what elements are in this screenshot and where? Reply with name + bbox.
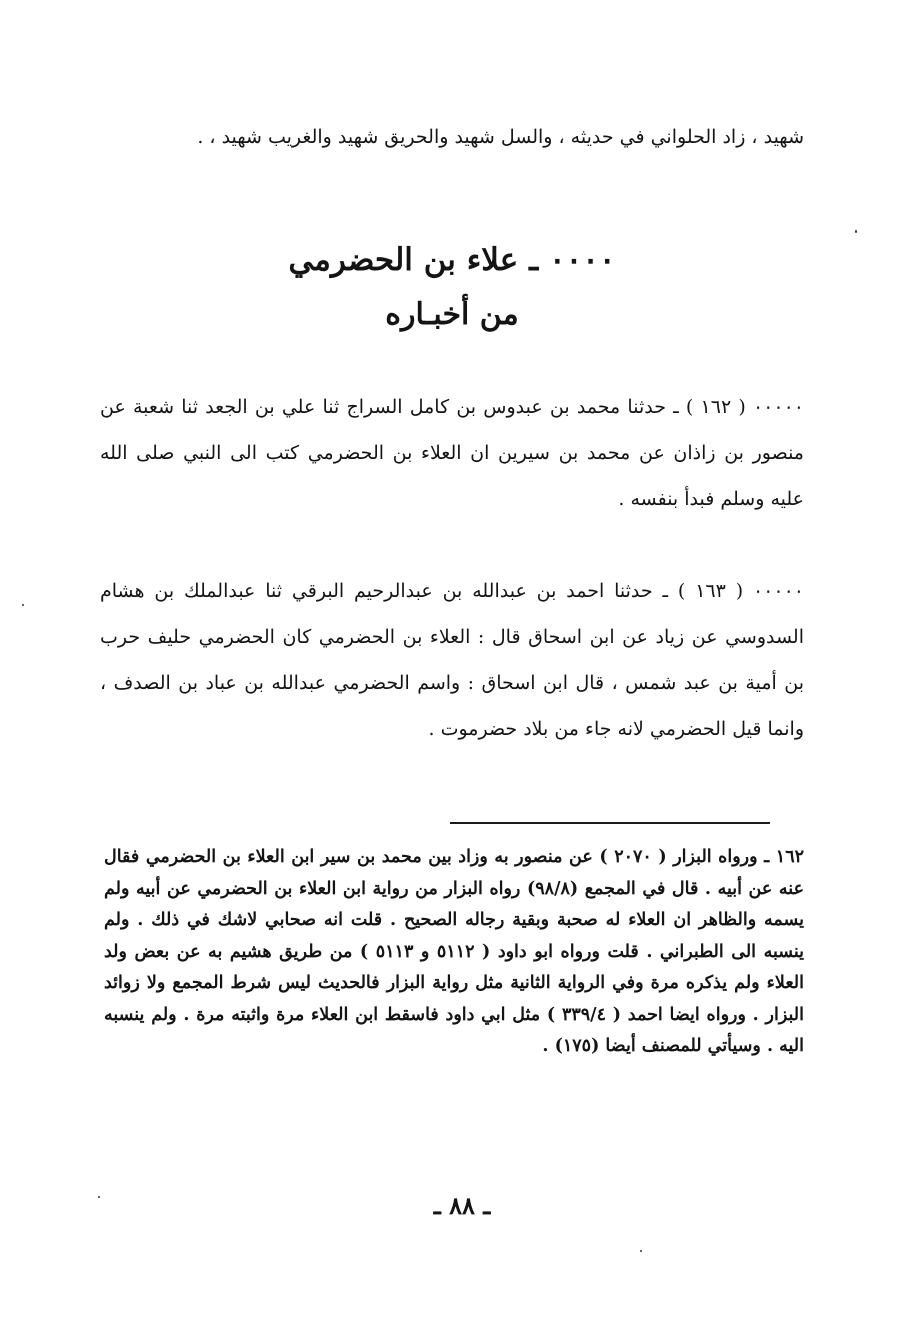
scan-speck [640,1250,642,1252]
scan-speck [98,1196,100,1198]
scan-speck [22,604,24,606]
hadith-paragraph-162: ٠٠٠٠٠ ( ١٦٢ ) ـ حدثنا محمد بن عبدوس بن كامل السراج ثنا علي بن الجعد ثنا شعبة عن منصور بن زاذان عن محمد بن سيرين ان العلاء بن الحضرمي كتب الى النبي صلى الله عليه وسلم فبدأ بنفسه . [100,396,804,510]
page-number: ـ ٨٨ ـ [433,1191,491,1220]
hadith-paragraph-163: ٠٠٠٠٠ ( ١٦٣ ) ـ حدثنا احمد بن عبدالله بن عبدالرحيم البرقي ثنا عبدالملك بن هشام السدوسي عن زياد عن ابن اسحاق قال : العلاء بن الحضرمي كان الحضرمي حليف حرب بن أمية بن عبد شمس ، قال ابن اسحاق : واسم الحضرمي عبدالله بن عباد بن الصدف ، وانما قيل الحضرمي لانه جاء من بلاد حضرموت . [100,580,804,740]
footnote-divider [450,822,770,824]
intro-paragraph: شهيد ، زاد الحلواني في حديثه ، والسل شهيد والحريق شهيد والغريب شهيد ، . [197,126,804,148]
section-subheading: من أخبـاره [385,297,519,332]
footnote-paragraph: ١٦٢ ـ ورواه البزار ( ٢٠٧٠ ) عن منصور به وزاد بين محمد بن سير ابن العلاء بن الحضرمي فقال عنه عن أبيه . قال في المجمع (٩٨/٨) رواه البزار من رواية ابن العلاء بن الحضرمي عن أبيه ولم يسمه والظاهر ان العلاء له صحبة وبقية رجاله الصحيح . قلت انه صحابي لاشك في ذلك . ولم ينسبه الى الطبراني . قلت ورواه ابو داود ( ٥١١٢ و ٥١١٣ ) من طريق هشيم به عن بعض ولد العلاء ولم يذكره مرة وفي الرواية الثانية مثل رواية البزار فالحديث ليس شرط المجمع ولا زوائد البزار . ورواه ايضا احمد ( ٣٣٩/٤ ) مثل ابي داود فاسقط ابن العلاء مرة واثبته مرة . ولم ينسبه اليه . وسيأتي للمصنف أيضا (١٧٥) . [104,847,805,1056]
section-heading: ٠٠٠٠ ـ علاء بن الحضرمي [288,242,616,278]
scan-speck [855,230,857,233]
